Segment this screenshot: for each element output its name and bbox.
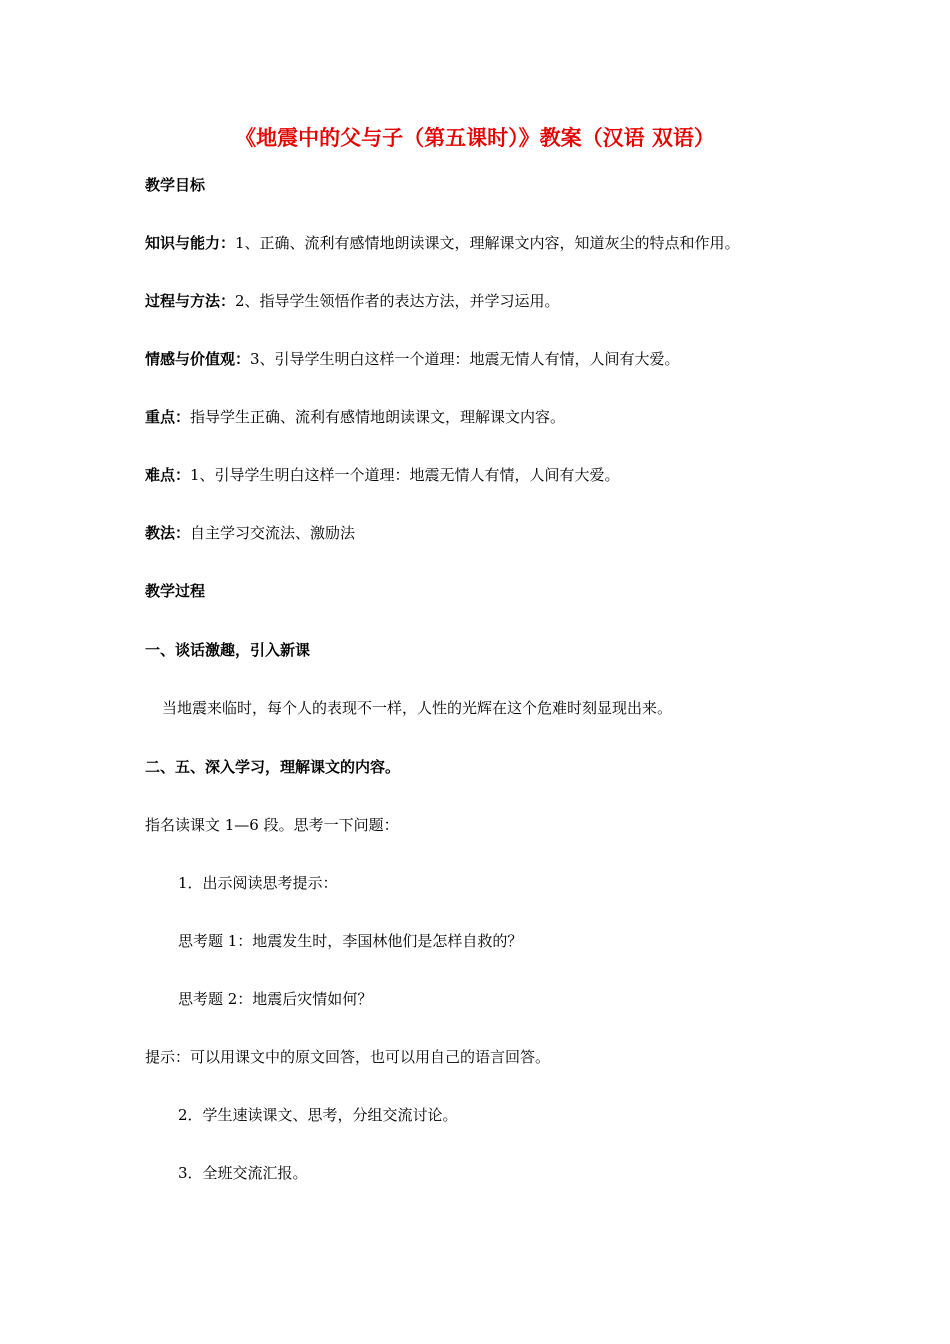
- key-point: [145, 406, 565, 428]
- key-point-text: 指导学生正确、流利有感情地朗读课文，理解课文内容。: [190, 408, 566, 426]
- knowledge-objective: [145, 232, 740, 254]
- emotion-objective: [145, 348, 680, 370]
- teaching-method: [145, 522, 355, 544]
- process-method-label: 过程与方法：: [145, 292, 236, 310]
- section1-paragraph: 当地震来临时，每个人的表现不一样，人性的光辉在这个危难时刻显现出来。: [162, 699, 673, 717]
- hint: 提示：可以用课文中的原文回答，也可以用自己的语言回答。: [145, 1048, 551, 1066]
- emotion-label: 情感与价值观：: [145, 350, 251, 368]
- question1: 思考题 1：地震发生时，李国林他们是怎样自救的？: [178, 932, 523, 950]
- key-point-label: 重点：: [145, 408, 191, 426]
- method-text: 自主学习交流法、激励法: [190, 524, 356, 542]
- section2-heading: 二、五、深入学习，理解课文的内容。: [145, 758, 401, 776]
- question2: 思考题 2：地震后灾情如何？: [178, 990, 373, 1008]
- document-title: 《地震中的父与子（第五课时）》教案（汉语 双语）: [235, 126, 715, 150]
- difficulty-text: 1、引导学生明白这样一个道理：地震无情人有情，人间有大爱。: [190, 466, 620, 484]
- emotion-text: 3、引导学生明白这样一个道理：地震无情人有情，人间有大爱。: [250, 350, 680, 368]
- process-method-text: 2、指导学生领悟作者的表达方法，并学习运用。: [235, 292, 560, 310]
- knowledge-label: 知识与能力：: [145, 234, 236, 252]
- step2: 2．学生速读课文、思考，分组交流讨论。: [178, 1106, 458, 1124]
- knowledge-text: 1、正确、流利有感情地朗读课文，理解课文内容，知道灰尘的特点和作用。: [235, 234, 740, 252]
- difficulty: [145, 464, 620, 486]
- method-label: 教法：: [145, 524, 191, 542]
- objectives-heading: 教学目标: [145, 176, 206, 194]
- process-method-objective: [145, 290, 560, 312]
- process-heading: 教学过程: [145, 582, 206, 600]
- section2-intro: 指名读课文 1—6 段。思考一下问题：: [145, 816, 399, 834]
- section1-heading: 一、谈话激趣，引入新课: [145, 641, 311, 659]
- difficulty-label: 难点：: [145, 466, 191, 484]
- step3: 3．全班交流汇报。: [178, 1164, 308, 1182]
- step1: 1．出示阅读思考提示：: [178, 874, 338, 892]
